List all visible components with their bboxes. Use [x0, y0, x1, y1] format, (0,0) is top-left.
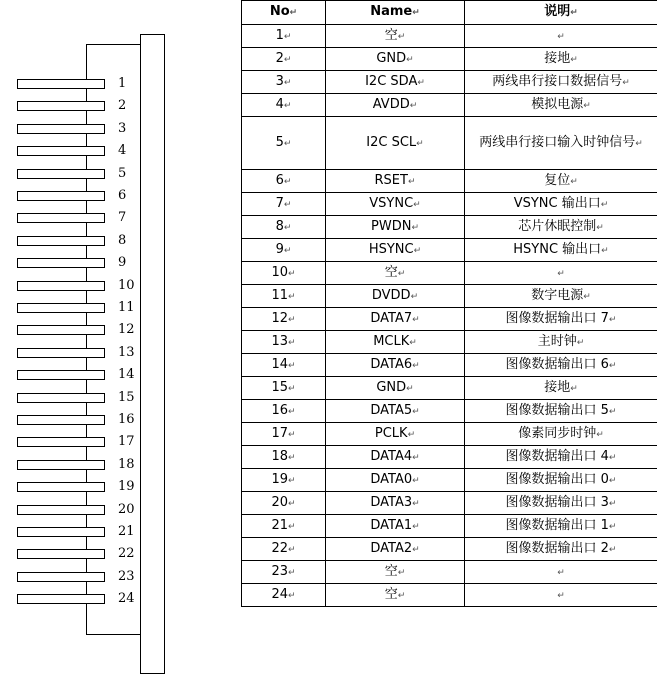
table-row	[242, 71, 657, 94]
pin-description-cell: 数字电源↵	[465, 285, 657, 308]
table-row	[242, 538, 657, 561]
pin-number-cell: 2↵	[242, 48, 326, 71]
paragraph-mark: ↵	[284, 200, 292, 210]
connector-pin-label: 5	[118, 167, 126, 181]
pin-description-cell: 模拟电源↵	[465, 94, 657, 117]
paragraph-mark: ↵	[609, 361, 617, 371]
table-row	[242, 285, 657, 308]
pin-definition-table	[241, 0, 657, 607]
pin-name-cell: DATA7↵	[326, 308, 465, 331]
paragraph-mark: ↵	[417, 78, 425, 88]
paragraph-mark: ↵	[596, 223, 604, 233]
connector-pin	[17, 594, 105, 604]
connector-pin	[17, 213, 105, 223]
paragraph-mark: ↵	[288, 407, 296, 417]
connector-pin-label: 8	[118, 234, 126, 248]
paragraph-mark: ↵	[288, 499, 296, 509]
pin-number-cell: 19↵	[242, 469, 326, 492]
connector-pin-label: 21	[118, 525, 135, 539]
pin-number-cell: 22↵	[242, 538, 326, 561]
table-row	[242, 423, 657, 446]
paragraph-mark: ↵	[288, 591, 296, 601]
table-row	[242, 94, 657, 117]
paragraph-mark: ↵	[284, 101, 292, 111]
paragraph-mark: ↵	[284, 246, 292, 256]
connector-pin	[17, 549, 105, 559]
table-row	[242, 170, 657, 193]
connector-pin-label: 13	[118, 346, 135, 360]
pin-description-cell	[465, 262, 657, 285]
connector-pin-label: 3	[118, 122, 126, 136]
connector-pin	[17, 303, 105, 313]
paragraph-mark: ↵	[557, 568, 565, 578]
paragraph-mark: ↵	[288, 269, 296, 279]
paragraph-mark: ↵	[411, 292, 419, 302]
paragraph-mark: ↵	[583, 292, 591, 302]
pin-number-cell: 18↵	[242, 446, 326, 469]
paragraph-mark: ↵	[288, 476, 296, 486]
paragraph-mark: ↵	[609, 315, 617, 325]
paragraph-mark: ↵	[398, 269, 406, 279]
pin-name-cell: DATA2↵	[326, 538, 465, 561]
pin-name-cell: DATA6↵	[326, 354, 465, 377]
connector-pin	[17, 482, 105, 492]
table-row	[242, 25, 657, 48]
pin-number-cell: 5↵	[242, 117, 326, 170]
pin-number-cell: 23↵	[242, 561, 326, 584]
paragraph-mark: ↵	[284, 32, 292, 42]
paragraph-mark: ↵	[609, 499, 617, 509]
pin-name-cell: HSYNC↵	[326, 239, 465, 262]
table-row	[242, 469, 657, 492]
pin-description-cell: 两线串行接口输入时钟信号↵	[465, 117, 657, 170]
paragraph-mark: ↵	[557, 32, 565, 42]
paragraph-mark: ↵	[412, 315, 420, 325]
pin-name-cell: DATA0↵	[326, 469, 465, 492]
paragraph-mark: ↵	[570, 177, 578, 187]
table-row	[242, 308, 657, 331]
pin-table-body	[242, 25, 657, 607]
pin-number-cell: 21↵	[242, 515, 326, 538]
pin-description-cell: 图像数据输出口 4↵	[465, 446, 657, 469]
connector-diagram	[0, 0, 240, 655]
paragraph-mark: ↵	[412, 499, 420, 509]
paragraph-mark: ↵	[398, 568, 406, 578]
pin-name-cell: 空↵	[326, 584, 465, 607]
pin-number-cell: 10↵	[242, 262, 326, 285]
pin-description-cell: 图像数据输出口 5↵	[465, 400, 657, 423]
paragraph-mark: ↵	[596, 430, 604, 440]
paragraph-mark: ↵	[288, 384, 296, 394]
connector-pin	[17, 415, 105, 425]
paragraph-mark: ↵	[412, 545, 420, 555]
pin-name-cell: PCLK↵	[326, 423, 465, 446]
pin-name-cell: PWDN↵	[326, 216, 465, 239]
connector-pin-label: 16	[118, 413, 135, 427]
table-header-row	[242, 1, 657, 25]
paragraph-mark: ↵	[288, 338, 296, 348]
pin-number-cell: 20↵	[242, 492, 326, 515]
pin-name-cell: RSET↵	[326, 170, 465, 193]
paragraph-mark: ↵	[288, 545, 296, 555]
pin-name-cell: I2C SDA↵	[326, 71, 465, 94]
paragraph-mark: ↵	[577, 338, 585, 348]
connector-pin	[17, 124, 105, 134]
paragraph-mark: ↵	[288, 430, 296, 440]
table-row	[242, 216, 657, 239]
pin-name-cell: 空↵	[326, 561, 465, 584]
paragraph-mark: ↵	[583, 101, 591, 111]
pin-name-cell: DATA3↵	[326, 492, 465, 515]
paragraph-mark: ↵	[284, 139, 292, 149]
connector-pin	[17, 236, 105, 246]
connector-pin-label: 24	[118, 592, 135, 606]
pin-number-cell: 7↵	[242, 193, 326, 216]
connector-pin	[17, 437, 105, 447]
paragraph-mark: ↵	[557, 269, 565, 279]
connector-housing	[140, 34, 165, 674]
connector-pin-label: 22	[118, 547, 135, 561]
connector-pin-label: 2	[118, 99, 126, 113]
pin-name-cell: AVDD↵	[326, 94, 465, 117]
pin-name-cell: MCLK↵	[326, 331, 465, 354]
table-row	[242, 117, 657, 170]
connector-pin	[17, 527, 105, 537]
connector-pin	[17, 101, 105, 111]
pin-description-cell: 接地↵	[465, 48, 657, 71]
table-row	[242, 48, 657, 71]
paragraph-mark: ↵	[412, 361, 420, 371]
paragraph-mark: ↵	[601, 246, 609, 256]
pin-description-cell: HSYNC 输出口↵	[465, 239, 657, 262]
connector-pin	[17, 191, 105, 201]
pin-number-cell: 24↵	[242, 584, 326, 607]
paragraph-mark: ↵	[414, 246, 422, 256]
pin-description-cell	[465, 561, 657, 584]
paragraph-mark: ↵	[609, 476, 617, 486]
paragraph-mark: ↵	[398, 32, 406, 42]
table-row	[242, 492, 657, 515]
header-description: 说明↵	[465, 1, 657, 25]
connector-pin	[17, 505, 105, 515]
paragraph-mark: ↵	[288, 568, 296, 578]
pin-name-cell: DATA5↵	[326, 400, 465, 423]
connector-pin	[17, 169, 105, 179]
pin-name-cell: 空↵	[326, 262, 465, 285]
paragraph-mark: ↵	[406, 55, 414, 65]
pin-description-cell: 图像数据输出口 0↵	[465, 469, 657, 492]
header-name: Name↵	[326, 1, 465, 25]
connector-pin-label: 17	[118, 435, 135, 449]
connector-pin	[17, 370, 105, 380]
paragraph-mark: ↵	[570, 55, 578, 65]
pin-name-cell: GND↵	[326, 377, 465, 400]
paragraph-mark: ↵	[288, 361, 296, 371]
paragraph-mark: ↵	[284, 78, 292, 88]
pin-number-cell: 17↵	[242, 423, 326, 446]
paragraph-mark: ↵	[411, 223, 419, 233]
paragraph-mark: ↵	[412, 453, 420, 463]
pin-number-cell: 4↵	[242, 94, 326, 117]
paragraph-mark: ↵	[622, 78, 630, 88]
pin-number-cell: 9↵	[242, 239, 326, 262]
connector-pin	[17, 572, 105, 582]
paragraph-mark: ↵	[284, 223, 292, 233]
paragraph-mark: ↵	[288, 522, 296, 532]
connector-pin-label: 11	[118, 301, 135, 315]
pin-description-cell: 复位↵	[465, 170, 657, 193]
pin-name-cell: DATA4↵	[326, 446, 465, 469]
pin-description-cell: 芯片休眠控制↵	[465, 216, 657, 239]
pin-number-cell: 6↵	[242, 170, 326, 193]
connector-pin-label: 6	[118, 189, 126, 203]
table-row	[242, 561, 657, 584]
paragraph-mark: ↵	[601, 200, 609, 210]
connector-pin	[17, 325, 105, 335]
table-row	[242, 239, 657, 262]
connector-pin-label: 14	[118, 368, 135, 382]
paragraph-mark: ↵	[412, 522, 420, 532]
paragraph-mark: ↵	[409, 338, 417, 348]
pin-number-cell: 14↵	[242, 354, 326, 377]
connector-pin-label: 9	[118, 256, 126, 270]
paragraph-mark: ↵	[406, 384, 414, 394]
connector-pin-label: 4	[118, 144, 126, 158]
pin-description-cell: 两线串行接口数据信号↵	[465, 71, 657, 94]
pin-number-cell: 8↵	[242, 216, 326, 239]
housing-outline-bottom	[86, 634, 140, 635]
paragraph-mark: ↵	[609, 545, 617, 555]
table-row	[242, 262, 657, 285]
pin-name-cell: I2C SCL↵	[326, 117, 465, 170]
table-row	[242, 193, 657, 216]
pin-name-cell: DVDD↵	[326, 285, 465, 308]
pin-description-cell: 图像数据输出口 6↵	[465, 354, 657, 377]
paragraph-mark: ↵	[408, 430, 416, 440]
pin-description-cell: VSYNC 输出口↵	[465, 193, 657, 216]
pin-number-cell: 3↵	[242, 71, 326, 94]
table-row	[242, 354, 657, 377]
paragraph-mark: ↵	[412, 407, 420, 417]
pin-description-cell: 像素同步时钟↵	[465, 423, 657, 446]
housing-outline-top	[86, 44, 140, 45]
paragraph-mark: ↵	[412, 476, 420, 486]
connector-pin-label: 15	[118, 391, 135, 405]
pin-description-cell	[465, 25, 657, 48]
paragraph-mark: ↵	[288, 453, 296, 463]
pin-name-cell: GND↵	[326, 48, 465, 71]
paragraph-mark: ↵	[413, 200, 421, 210]
table-row	[242, 446, 657, 469]
connector-pin-label: 7	[118, 211, 126, 225]
paragraph-mark: ↵	[609, 407, 617, 417]
paragraph-mark: ↵	[416, 139, 424, 149]
table-row	[242, 515, 657, 538]
paragraph-mark: ↵	[408, 177, 416, 187]
connector-pin	[17, 146, 105, 156]
pin-description-cell: 图像数据输出口 1↵	[465, 515, 657, 538]
connector-pin	[17, 281, 105, 291]
pin-name-cell: VSYNC↵	[326, 193, 465, 216]
pin-description-cell: 图像数据输出口 7↵	[465, 308, 657, 331]
pin-number-cell: 15↵	[242, 377, 326, 400]
paragraph-mark: ↵	[398, 591, 406, 601]
connector-pin-label: 1	[118, 77, 126, 91]
paragraph-mark: ↵	[635, 139, 643, 149]
connector-pin	[17, 393, 105, 403]
table-row	[242, 400, 657, 423]
pin-number-cell: 16↵	[242, 400, 326, 423]
paragraph-mark: ↵	[288, 315, 296, 325]
paragraph-mark: ↵	[570, 384, 578, 394]
pin-number-cell: 12↵	[242, 308, 326, 331]
connector-pin-label: 20	[118, 503, 135, 517]
pin-description-cell: 图像数据输出口 2↵	[465, 538, 657, 561]
connector-pin-label: 12	[118, 323, 135, 337]
connector-pin-label: 10	[118, 279, 135, 293]
pin-description-cell: 主时钟↵	[465, 331, 657, 354]
pin-description-cell: 接地↵	[465, 377, 657, 400]
connector-pin-label: 23	[118, 570, 135, 584]
connector-pin	[17, 258, 105, 268]
connector-pin	[17, 348, 105, 358]
paragraph-mark: ↵	[410, 101, 418, 111]
table-row	[242, 584, 657, 607]
connector-pin-label: 18	[118, 458, 135, 472]
connector-pin	[17, 460, 105, 470]
pin-description-cell: 图像数据输出口 3↵	[465, 492, 657, 515]
pin-number-cell: 11↵	[242, 285, 326, 308]
table-row	[242, 377, 657, 400]
table-row	[242, 331, 657, 354]
paragraph-mark: ↵	[284, 177, 292, 187]
pin-number-cell: 1↵	[242, 25, 326, 48]
pin-name-cell: DATA1↵	[326, 515, 465, 538]
header-no: No↵	[242, 1, 326, 25]
connector-pin-label: 19	[118, 480, 135, 494]
paragraph-mark: ↵	[609, 453, 617, 463]
pin-description-cell	[465, 584, 657, 607]
pin-number-cell: 13↵	[242, 331, 326, 354]
pin-name-cell: 空↵	[326, 25, 465, 48]
connector-pin	[17, 79, 105, 89]
paragraph-mark: ↵	[288, 292, 296, 302]
paragraph-mark: ↵	[284, 55, 292, 65]
paragraph-mark: ↵	[609, 522, 617, 532]
paragraph-mark: ↵	[557, 591, 565, 601]
